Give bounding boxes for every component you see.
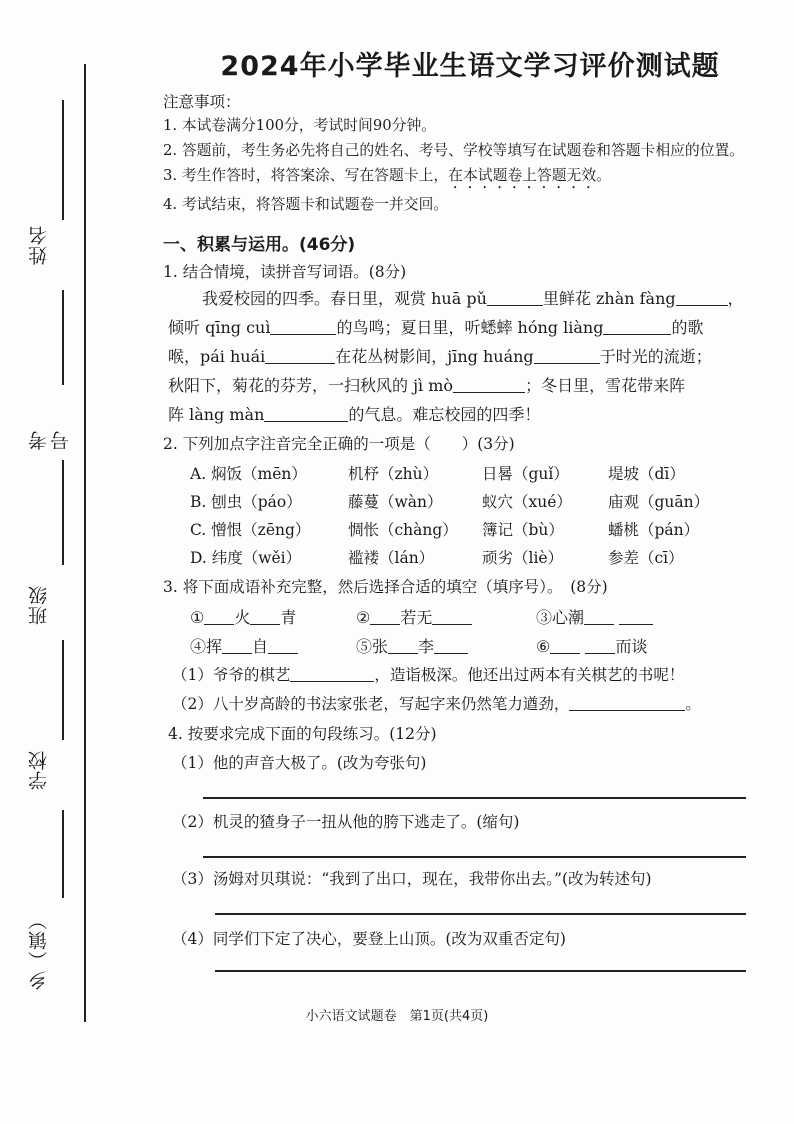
q1-line-3 [168, 342, 754, 371]
idiom-blank [388, 637, 418, 654]
idiom-text: 而谈 [615, 637, 648, 656]
q2-option-cell: 堤坡（dī） [608, 465, 685, 483]
q2-option-cell: 参差（cī） [608, 549, 684, 567]
q2-option-cell: B. 刨虫（páo） [190, 493, 302, 511]
name-field-rule [62, 100, 64, 220]
idiom-blank [268, 637, 298, 654]
q1-paragraph [168, 284, 754, 429]
idiom-blank [550, 637, 580, 654]
idiom-blank [370, 608, 400, 625]
q3-sub2 [172, 692, 701, 714]
q2-option-cell: 顽劣（liè） [482, 549, 564, 567]
q1-text: 的鸟鸣；夏日里，听蟋蟀 hóng liàng [336, 318, 604, 337]
idiom-4 [190, 634, 298, 657]
note-item-4: 4. 考试结束，将答题卡和试题卷一并交回。 [163, 196, 449, 213]
q4-answer-line-3 [215, 913, 746, 915]
idiom-5 [356, 634, 468, 657]
idiom-blank [619, 608, 653, 625]
note-item-3-text: 3. 考生作答时，将答案涂、写在答题卡上， [163, 167, 449, 184]
q2-option-cell: 惆怅（chàng） [348, 521, 458, 539]
idiom-text: 若无 [400, 608, 433, 627]
q2-prompt: 2. 下列加点字注音完全正确的一项是（ ）(3分) [163, 435, 515, 453]
answer-blank [603, 318, 671, 335]
exam-number-field [20, 290, 72, 450]
q1-text: 于时光的流逝； [599, 347, 712, 366]
town-field-rule [62, 810, 64, 898]
q4-item-2: （2）机灵的猹身子一扭从他的胯下逃走了。(缩句) [172, 813, 520, 831]
idiom-text: ③心潮 [536, 608, 585, 627]
q4-prompt: 4. 按要求完成下面的句段练习。(12分) [168, 725, 437, 743]
exam-number-label: 考号 [28, 430, 72, 450]
class-field [20, 460, 60, 630]
answer-blank [676, 289, 728, 306]
school-field-rule [62, 640, 64, 740]
q1-text: 秋阳下，菊花的芬芳，一扫秋风的 jì mò [168, 376, 454, 395]
q4-answer-line-4 [215, 970, 746, 972]
idiom-blank [584, 608, 614, 625]
note-item-3-emphasis: 在本试题卷上答题无效。 [448, 167, 611, 184]
idiom-blank [585, 637, 615, 654]
idiom-6 [536, 634, 647, 657]
q1-text: 阵 làng màn [168, 405, 265, 424]
q3-sub1-text: （1）爷爷的棋艺 [172, 666, 291, 684]
q1-text: 我爱校园的四季。春日里，观赏 huā pǔ [202, 289, 487, 308]
name-field [20, 100, 60, 300]
idiom-blank [250, 608, 280, 625]
page-footer: 小六语文试题卷 第1页(共4页) [305, 1009, 489, 1024]
q1-prompt: 1. 结合情境，读拼音写词语。(8分) [163, 263, 407, 281]
page-title: 2024年小学毕业生语文学习评价测试题 [220, 51, 720, 82]
q3-sub1 [172, 663, 684, 685]
idiom-blank [204, 608, 234, 625]
q2-option-cell: 簿记（bù） [482, 521, 564, 539]
answer-blank [290, 665, 374, 682]
idiom-text: ⑥ [536, 637, 551, 656]
q2-option-cell: 庙观（guān） [608, 493, 710, 511]
q2-option-cell: 日晷（guǐ） [482, 465, 569, 483]
answer-blank [453, 376, 525, 393]
idiom-blank [432, 608, 472, 625]
q1-text: 喉，pái huái [168, 347, 266, 366]
idiom-text: ② [356, 608, 371, 627]
section-heading: 一、积累与运用。(46分) [163, 235, 356, 255]
q2-option-cell: 机杼（zhù） [348, 465, 439, 483]
q4-answer-line-2 [203, 856, 746, 858]
idiom-text: 李 [418, 637, 435, 656]
answer-blank [534, 347, 600, 364]
answer-blank [270, 318, 336, 335]
q3-sub2-text: 。 [685, 695, 701, 713]
q1-text: 倾听 qīng cuì [168, 318, 271, 337]
q3-prompt: 3. 将下面成语补充完整，然后选择合适的填空（填序号）。 (8分) [163, 578, 608, 596]
idiom-blank [434, 637, 468, 654]
class-label: 班级 [28, 585, 50, 625]
answer-blank [487, 289, 543, 306]
town-label: 乡（镇） [28, 910, 50, 990]
idiom-text: ④挥 [190, 637, 223, 656]
notes-heading: 注意事项： [163, 93, 241, 111]
name-label: 姓名 [28, 225, 50, 265]
answer-blank [569, 694, 685, 711]
town-field [20, 810, 60, 1010]
binding-line [84, 64, 86, 1022]
idiom-text: 火 [234, 608, 251, 627]
q3-sub2-text: （2）八十岁高龄的书法家张老，写起字来仍然笔力遒劲， [172, 695, 570, 713]
q2-option-cell: 藤蔓（wàn） [348, 493, 443, 511]
note-item-2: 2. 答题前，考生务必先将自己的姓名、考号、学校等填写在试题卷和答题卡相应的位置。 [163, 142, 745, 159]
idiom-text: 青 [280, 608, 297, 627]
q4-answer-line-1 [203, 797, 746, 799]
note-item-1: 1. 本试卷满分100分，考试时间90分钟。 [163, 117, 437, 134]
school-field [20, 640, 60, 810]
idiom-text: ① [190, 608, 205, 627]
binding-strip [0, 0, 92, 1124]
idiom-2 [356, 605, 472, 628]
q1-line-5 [168, 400, 754, 429]
note-item-3 [163, 166, 611, 192]
idiom-text: 自 [252, 637, 269, 656]
class-field-rule [62, 460, 64, 565]
q2-option-cell: 蚁穴（xué） [482, 493, 572, 511]
q4-item-3: （3）汤姆对贝琪说：“我到了出口，现在，我带你出去。”(改为转述句) [172, 870, 652, 888]
q2-option-cell: 蟠桃（pán） [608, 521, 700, 539]
q1-line-2 [168, 313, 754, 342]
q3-sub1-text: ，造诣极深。他还出过两本有关棋艺的书呢！ [374, 666, 685, 684]
answer-blank [265, 347, 335, 364]
q1-line-4 [168, 371, 754, 400]
q4-item-4: （4）同学们下定了决心，要登上山顶。(改为双重否定句) [172, 930, 566, 948]
q1-text: 的歌 [671, 318, 704, 337]
idiom-text: ⑤张 [356, 637, 389, 656]
school-label: 学校 [28, 750, 50, 790]
q1-text: 在花丛树影间，jīng huáng [335, 347, 534, 366]
q1-text: ；冬日里，雪花带来阵 [525, 376, 686, 395]
q2-option-cell: 褴褛（lán） [348, 549, 435, 567]
q2-option-cell: A. 焖饭（mēn） [190, 465, 307, 483]
answer-blank [264, 405, 348, 422]
q4-item-1: （1）他的声音大极了。(改为夸张句) [172, 754, 427, 772]
q1-text: 里鲜花 zhàn fàng [542, 289, 676, 308]
q2-option-cell: D. 纬度（wěi） [190, 549, 302, 567]
idiom-blank [222, 637, 252, 654]
idiom-1 [190, 605, 296, 628]
exam-number-rule [62, 290, 64, 385]
q1-text: ， [727, 289, 744, 308]
idiom-3 [536, 605, 653, 628]
q2-option-cell: C. 憎恨（zēng） [190, 521, 311, 539]
q1-text: 的气息。难忘校园的四季！ [348, 405, 541, 424]
q1-line-1 [168, 284, 754, 313]
